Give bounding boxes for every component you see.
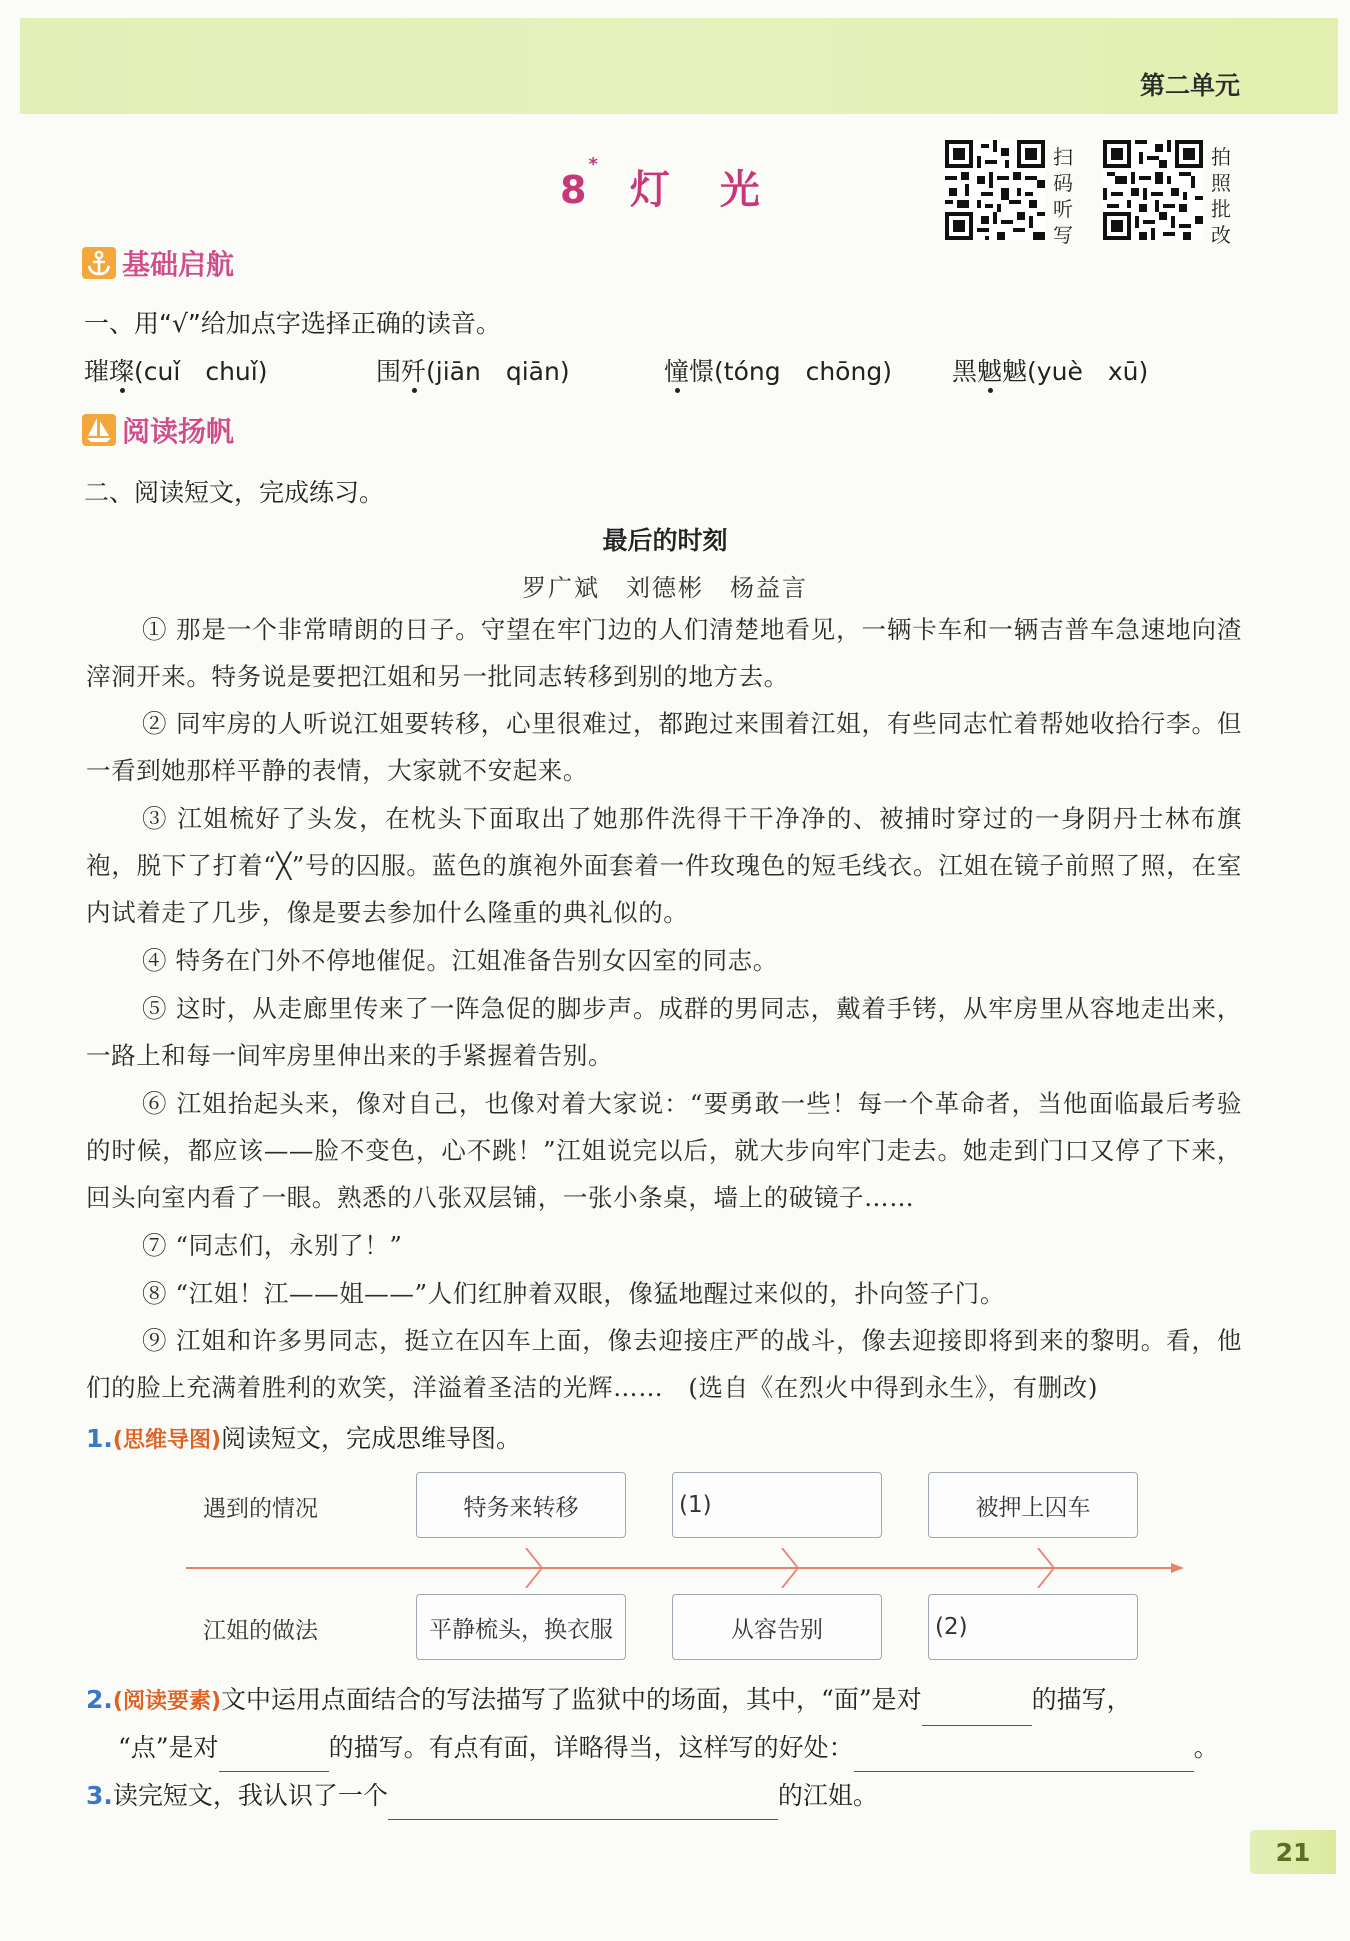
task-text: 读完短文，我认识了一个 — [112, 1781, 388, 1810]
task-2 — [86, 1676, 1246, 1726]
task-3 — [86, 1772, 878, 1820]
task-2-line-2 — [118, 1724, 1248, 1772]
mindmap-answer-box[interactable]: (1) — [672, 1472, 882, 1538]
qr-label-char: 改 — [1211, 223, 1231, 247]
mindmap-answer-box[interactable]: (2) — [928, 1594, 1138, 1660]
task-text: 阅读短文，完成思维导图。 — [221, 1424, 522, 1453]
lesson-number: 8 — [560, 168, 589, 212]
pinyin-options: (cuǐ chuǐ) — [134, 357, 268, 386]
task-text: 。 — [1193, 1733, 1219, 1762]
mindmap-row2-label: 江姐的做法 — [203, 1618, 318, 1644]
qr-label-listen — [1053, 144, 1075, 248]
pinyin-options: (tóng chōng) — [714, 357, 892, 386]
task-text: “点”是对 — [118, 1733, 219, 1762]
qr-label-char: 扫 — [1053, 145, 1073, 169]
qr-label-char: 听 — [1053, 197, 1073, 221]
task-1 — [86, 1415, 521, 1465]
task-text: 的江姐。 — [777, 1781, 878, 1810]
story-title: 最后的时刻 — [602, 526, 728, 555]
section-basic-heading — [82, 243, 234, 283]
unit-label: 第二单元 — [1139, 71, 1240, 100]
dotted-char: 魆 — [977, 357, 1003, 386]
dotted-char: 憧 — [664, 357, 690, 386]
pinyin-item[interactable] — [952, 352, 1148, 388]
qr-code-icon[interactable] — [945, 140, 1045, 240]
word-prefix: 璀 — [84, 357, 110, 386]
story-paragraph-7: ⑦ “同志们，永别了！” — [142, 1231, 403, 1260]
mindmap-row1-label: 遇到的情况 — [203, 1496, 318, 1522]
section-reading-heading — [82, 410, 234, 450]
qr-label-char: 批 — [1211, 197, 1231, 221]
anchor-icon — [82, 247, 116, 279]
qr-label-char: 码 — [1053, 171, 1073, 195]
pinyin-options: (jiān qiān) — [426, 357, 570, 386]
dotted-char: 歼 — [401, 357, 427, 386]
lesson-mark: * — [588, 154, 600, 175]
task-text: 的描写， — [1031, 1685, 1132, 1714]
lesson-title — [560, 154, 762, 215]
answer-blank[interactable] — [922, 1696, 1032, 1726]
answer-blank[interactable] — [854, 1742, 1194, 1772]
mindmap-box: 被押上囚车 — [928, 1472, 1138, 1538]
mindmap-timeline-arrow — [186, 1548, 1186, 1588]
pinyin-item[interactable] — [376, 352, 570, 388]
mindmap-box: 平静梳头，换衣服 — [416, 1594, 626, 1660]
answer-blank[interactable] — [388, 1790, 778, 1820]
qr-label-char: 照 — [1211, 171, 1231, 195]
word-suffix: 憬 — [689, 357, 715, 386]
answer-blank[interactable] — [219, 1742, 329, 1772]
section-reading-title: 阅读扬帆 — [122, 415, 235, 448]
story-paragraph-6: ⑥ 江姐抬起头来，像对自己，也像对着大家说：“要勇敢一些！每一个革命者，当他面临最后考验的时候，都应该——脸不变色，心不跳！”江姐说完以后，就大步向牢门走去。她走到门口又停了下来，回头向室内看了一眼。熟悉的八张双层铺，一张小条桌，墙上的破镜子…… — [86, 1089, 1242, 1212]
word-prefix: 黑 — [952, 357, 978, 386]
story-paragraph-5: ⑤ 这时，从走廊里传来了一阵急促的脚步声。成群的男同志，戴着手铐，从牢房里从容地走出来，一路上和每一间牢房里伸出来的手紧握着告别。 — [86, 994, 1242, 1070]
section-basic-title: 基础启航 — [122, 248, 235, 281]
story-paragraph-1: ① 那是一个非常晴朗的日子。守望在牢门边的人们清楚地看见，一辆卡车和一辆吉普车急速地向渣滓洞开来。特务说是要把江姐和另一批同志转移到别的地方去。 — [86, 615, 1242, 691]
dotted-char: 璨 — [109, 357, 135, 386]
qr-label-char: 写 — [1053, 223, 1073, 247]
sailboat-icon — [82, 414, 116, 446]
task-text: 文中运用点面结合的写法描写了监狱中的场面，其中，“面”是对 — [221, 1685, 922, 1714]
lesson-title-char-2: 光 — [719, 167, 762, 213]
story-paragraph-3: ③ 江姐梳好了头发，在枕头下面取出了她那件洗得干干净净的、被捕时穿过的一身阴丹士林布旗袍，脱下了打着“╳”号的囚服。蓝色的旗袍外面套着一件玫瑰色的短毛线衣。江姐在镜子前照了照，在室内试着走了几步，像是要去参加什么隆重的典礼似的。 — [86, 804, 1242, 927]
task-number: 1. — [86, 1424, 113, 1453]
task-number: 2. — [86, 1685, 113, 1714]
word-suffix: 魆 — [1002, 357, 1028, 386]
task-tag: (思维导图) — [112, 1428, 222, 1453]
pinyin-item[interactable] — [664, 352, 892, 388]
story-paragraph-8: ⑧ “江姐！江——姐——”人们红肿着双眼，像猛地醒过来似的，扑向签子门。 — [142, 1279, 1005, 1308]
story-paragraph-9: ⑨ 江姐和许多男同志，挺立在囚车上面，像去迎接庄严的战斗，像去迎接即将到来的黎明。看，他们的脸上充满着胜利的欢笑，洋溢着圣洁的光辉…… (选自《在烈火中得到永生》，有删改) — [86, 1326, 1242, 1402]
mindmap-box: 从容告别 — [672, 1594, 882, 1660]
task-tag: (阅读要素) — [112, 1689, 222, 1714]
story-paragraph-2: ② 同牢房的人听说江姐要转移，心里很难过，都跑过来围着江姐，有些同志忙着帮她收拾行李。但一看到她那样平静的表情，大家就不安起来。 — [86, 709, 1242, 785]
pinyin-options: (yuè xū) — [1027, 357, 1149, 386]
story-authors: 罗广斌 刘德彬 杨益言 — [522, 574, 808, 602]
qr-label-char: 拍 — [1211, 145, 1231, 169]
lesson-title-char-1: 灯 — [629, 167, 672, 213]
qr-label-photo — [1211, 144, 1233, 248]
qr-code-icon[interactable] — [1103, 140, 1203, 240]
question-2-title: 二、阅读短文，完成练习。 — [84, 478, 385, 507]
question-1-title: 一、用“√”给加点字选择正确的读音。 — [84, 309, 501, 338]
pinyin-item[interactable] — [84, 352, 267, 388]
story-paragraph-4: ④ 特务在门外不停地催促。江姐准备告别女囚室的同志。 — [142, 946, 778, 975]
task-number: 3. — [86, 1781, 113, 1810]
mindmap-box: 特务来转移 — [416, 1472, 626, 1538]
task-text: 的描写。有点有面，详略得当，这样写的好处： — [328, 1733, 854, 1762]
page-number: 21 — [1250, 1830, 1336, 1874]
word-prefix: 围 — [376, 357, 402, 386]
